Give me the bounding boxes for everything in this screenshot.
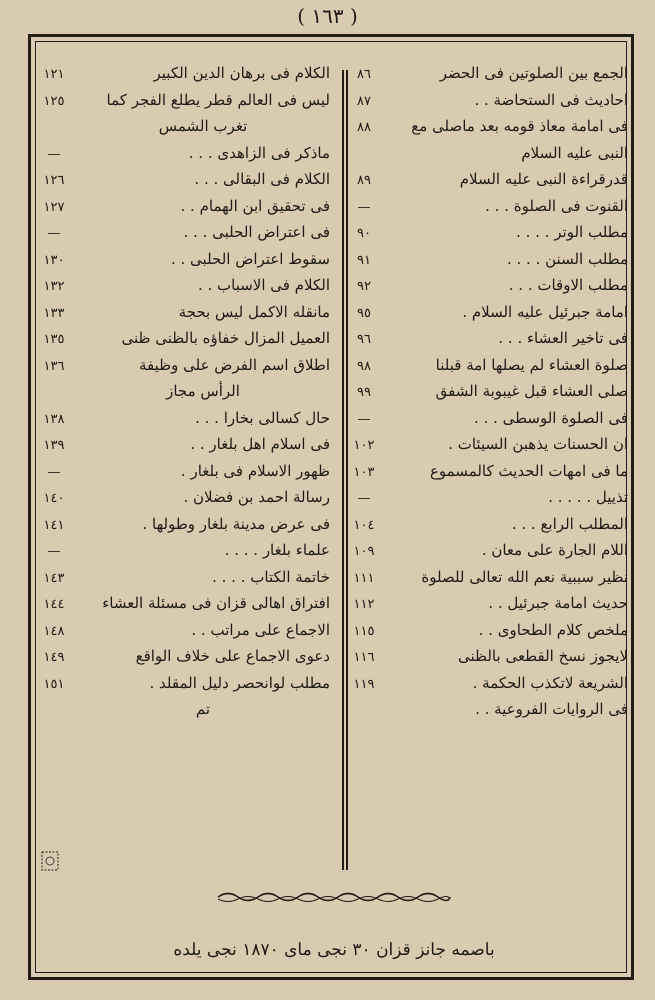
toc-page-number: ٨٧ xyxy=(357,93,371,109)
toc-page-number: — xyxy=(47,146,61,162)
toc-row xyxy=(346,246,632,273)
toc-page-number: ٨٩ xyxy=(357,173,371,188)
toc-row xyxy=(346,140,632,167)
toc-title: الاجماع على مراتب . . xyxy=(191,620,330,639)
page-number: ( ١٦٣ ) xyxy=(297,4,358,28)
toc-row xyxy=(36,670,334,697)
toc-title: الجمع بين الصلوتين فى الحضر xyxy=(439,64,628,82)
toc-row xyxy=(346,166,632,193)
toc-title: اطلاق اسم الفرض على وظيفة xyxy=(139,355,330,374)
toc-row xyxy=(36,431,334,458)
page-frame xyxy=(28,34,634,980)
toc-title: تغرب الشمس xyxy=(158,117,248,135)
toc-page-number: ١٣٢ xyxy=(43,279,65,294)
toc-page-number: ١٢٧ xyxy=(43,199,65,215)
toc-title: ماذكر فى الزاهدى . . . xyxy=(188,143,330,162)
toc-page-number: ١٤٨ xyxy=(43,623,65,639)
toc-page-number: ١٠٣ xyxy=(353,464,375,480)
toc-title: فى امامة معاذ قومه بعد ماصلى مع xyxy=(411,117,628,135)
toc-row xyxy=(36,166,334,193)
toc-row xyxy=(346,352,632,379)
toc-row xyxy=(346,325,632,352)
toc-title: فى اعتراض الحلبى . . . xyxy=(183,223,330,241)
toc-row xyxy=(36,590,334,617)
toc-page-number: ٩٥ xyxy=(357,305,371,321)
toc-title: نظير سببية نعم الله تعالى للصلوة xyxy=(421,567,628,586)
toc-title: خاتمة الكتاب . . . . xyxy=(212,567,330,586)
toc-row xyxy=(346,590,632,617)
page-frame-inner xyxy=(35,41,627,973)
toc-row xyxy=(346,643,632,670)
toc-title: الكلام فى الاسباب . . xyxy=(197,276,330,294)
toc-title: سقوط اعتراض الحلبى . . xyxy=(170,249,330,268)
toc-page-number: ١٤٤ xyxy=(43,597,65,612)
toc-page-number: — xyxy=(47,464,61,480)
toc-page-number: ١٠٢ xyxy=(353,438,375,453)
toc-title: ملخص كلام الطحاوى . . xyxy=(478,620,628,639)
toc-title: اللام الجارة على معان . xyxy=(481,541,628,559)
toc-page-number: — xyxy=(357,491,371,506)
toc-row xyxy=(346,537,632,564)
library-stamp-icon xyxy=(40,850,60,872)
toc-title: فى تاخير العشاء . . . xyxy=(498,329,628,347)
toc-page-number: ١٤٩ xyxy=(43,650,65,665)
toc-page-number: ٨٨ xyxy=(357,120,371,135)
toc-page-number: ١٠٤ xyxy=(353,517,375,533)
toc-page-number: ١٥١ xyxy=(43,676,65,692)
toc-page-number: — xyxy=(47,544,61,559)
toc-row xyxy=(346,670,632,697)
toc-row xyxy=(346,113,632,140)
colophon: باصمه جانز قزان ٣٠ نجى ماى ١٨٧٠ نجى يلده xyxy=(173,940,495,960)
toc-title: فى عرض مدينة بلغار وطولها . xyxy=(142,514,330,533)
left-column xyxy=(36,60,334,875)
toc-page-number: ١٢٥ xyxy=(43,93,65,109)
toc-page-number: ١٤٠ xyxy=(43,491,65,506)
right-column xyxy=(346,60,632,875)
toc-page-number: ١٣٥ xyxy=(43,332,65,347)
ornament-divider xyxy=(216,888,452,906)
toc-row xyxy=(346,299,632,326)
toc-row xyxy=(36,696,334,723)
column-divider xyxy=(342,70,348,870)
toc-title: القنوت فى الصلوة . . . xyxy=(485,196,628,215)
toc-page-number: ٩٨ xyxy=(357,358,371,374)
toc-row xyxy=(36,87,334,114)
toc-row xyxy=(346,696,632,723)
toc-title: صلى العشاء قبل غيبوبة الشفق xyxy=(435,382,628,400)
toc-page-number: ١٣٩ xyxy=(43,438,65,453)
toc-title: فى اسلام اهل بلغار . . xyxy=(190,435,330,453)
toc-title: المطلب الرابع . . . xyxy=(511,514,628,533)
toc-title: قدرقراءة النبى عليه السلام xyxy=(459,170,628,188)
toc-page-number: ١٢١ xyxy=(43,67,65,82)
toc-title: احاديث فى الستحاضة . . xyxy=(474,90,628,109)
toc-page-number: ١٤٣ xyxy=(43,570,65,586)
toc-row xyxy=(36,299,334,326)
toc-row xyxy=(346,60,632,87)
toc-title: ما فى امهات الحديث كالمسموع xyxy=(429,461,628,480)
toc-row xyxy=(346,272,632,299)
toc-title: الكلام فى البقالى . . . xyxy=(194,170,330,188)
toc-title: حديث امامة جبرئيل . . xyxy=(488,594,628,612)
toc-title: العميل المزال خفاؤه بالظنى ظنى xyxy=(121,329,330,347)
toc-page-number: ١٣٠ xyxy=(43,252,65,268)
toc-row xyxy=(36,60,334,87)
toc-row xyxy=(36,537,334,564)
toc-title: افتراق اهالى قزان فى مسئلة العشاء xyxy=(102,594,330,612)
toc-page-number: ١٣٣ xyxy=(43,305,65,321)
toc-page-number: ١١٦ xyxy=(353,650,375,665)
toc-page-number: ٩٢ xyxy=(357,279,371,294)
toc-page-number: ١٣٦ xyxy=(43,358,65,374)
toc-page-number: — xyxy=(357,411,371,427)
toc-title: ليس فى العالم قطر يطلع الفجر كما xyxy=(106,90,330,109)
toc-page-number: ١١٩ xyxy=(353,676,375,692)
toc-page-number: ٩٦ xyxy=(357,332,371,347)
toc-title: ان الحسنات يذهبن السيئات . xyxy=(448,435,628,453)
toc-page-number: — xyxy=(47,226,61,241)
toc-page-number: ١١٢ xyxy=(353,597,375,612)
toc-row xyxy=(36,458,334,485)
toc-title: مطلب الاوقات . . . xyxy=(508,276,628,294)
toc-title: مطلب السنن . . . . xyxy=(506,249,628,268)
toc-row xyxy=(36,219,334,246)
toc-row xyxy=(346,617,632,644)
toc-title: حال كسالى بخارا . . . xyxy=(195,408,330,427)
toc-row xyxy=(36,193,334,220)
toc-row xyxy=(36,484,334,511)
toc-page-number: ٩٩ xyxy=(357,385,371,400)
toc-title: فى الروايات الفروعية . . xyxy=(475,700,628,718)
toc-row xyxy=(346,458,632,485)
toc-title: لايجوز نسخ القطعى بالظنى xyxy=(458,647,628,665)
toc-title: تذييل . . . . . xyxy=(548,488,628,506)
toc-row xyxy=(36,643,334,670)
toc-title: الكلام فى برهان الدين الكبير xyxy=(153,64,330,82)
toc-title: علماء بلغار . . . . xyxy=(224,541,330,559)
toc-title: مانقله الاكمل ليس بحجة xyxy=(178,302,330,321)
toc-row xyxy=(36,378,334,405)
toc-row xyxy=(36,405,334,432)
toc-page-number: — xyxy=(357,199,371,215)
toc-row xyxy=(36,617,334,644)
toc-title: صلوة العشاء لم يصلها امة قبلنا xyxy=(435,355,628,374)
toc-row xyxy=(346,193,632,220)
toc-page-number: ١١٥ xyxy=(353,623,375,639)
toc-row xyxy=(346,405,632,432)
toc-row xyxy=(346,564,632,591)
toc-page-number: ٨٦ xyxy=(357,67,371,82)
toc-row xyxy=(36,352,334,379)
toc-page-number: ١٤١ xyxy=(43,517,65,533)
toc-row xyxy=(36,272,334,299)
toc-title: ظهور الاسلام فى بلغار . xyxy=(180,461,330,480)
toc-row xyxy=(346,219,632,246)
toc-title: فى الصلوة الوسطى . . . xyxy=(474,408,628,427)
toc-title: تم xyxy=(195,700,211,718)
toc-page-number: ١٣٨ xyxy=(43,411,65,427)
toc-row xyxy=(36,511,334,538)
toc-title: فى تحقيق ابن الهمام . . xyxy=(180,196,330,215)
toc-title: مطلب الوتر . . . . xyxy=(516,223,628,241)
toc-title: امامة جبرئيل عليه السلام . xyxy=(462,302,628,321)
toc-row xyxy=(346,87,632,114)
toc-row xyxy=(346,511,632,538)
toc-title: دعوى الاجماع على خلاف الواقع xyxy=(135,647,330,665)
toc-page-number: ١٢٦ xyxy=(43,173,65,188)
toc-page-number: ١١١ xyxy=(353,570,375,586)
toc-row xyxy=(346,431,632,458)
toc-page-number: ٩١ xyxy=(357,252,371,268)
contents-table xyxy=(36,60,632,875)
toc-title: الرأس مجاز xyxy=(166,382,240,400)
toc-page-number: ١٠٩ xyxy=(353,544,375,559)
toc-row xyxy=(36,246,334,273)
toc-row xyxy=(346,484,632,511)
toc-row xyxy=(36,325,334,352)
toc-row xyxy=(36,140,334,167)
toc-row xyxy=(346,378,632,405)
toc-page-number: ٩٠ xyxy=(357,226,371,241)
toc-title: رسالة احمد بن فضلان . xyxy=(183,488,330,506)
toc-title: النبى عليه السلام xyxy=(521,143,628,162)
toc-row xyxy=(36,564,334,591)
toc-title: الشريعة لاتكذب الحكمة . xyxy=(472,673,628,692)
toc-title: مطلب لوانحصر دليل المقلد . xyxy=(149,673,330,692)
toc-row xyxy=(36,113,334,140)
